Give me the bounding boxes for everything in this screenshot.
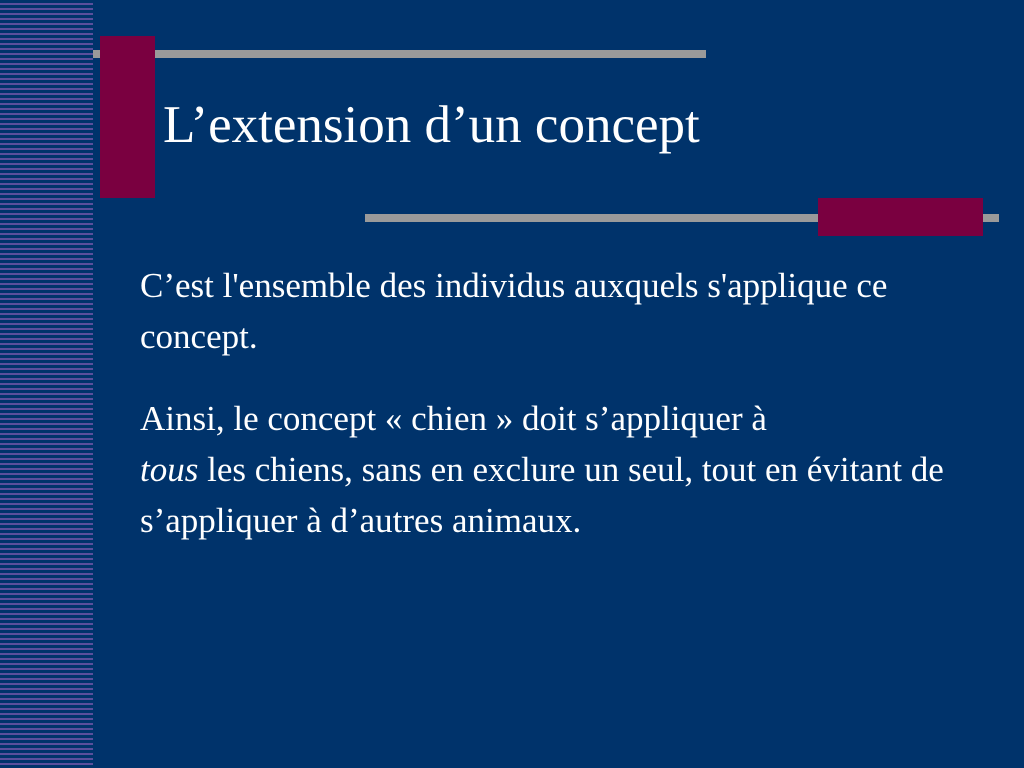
- right-accent-block: [818, 198, 983, 236]
- slide-title: L’extension d’un concept: [163, 96, 700, 154]
- top-rule-line: [93, 50, 706, 58]
- paragraph-definition: C’est l'ensemble des individus auxquels s'applique ce concept.: [140, 266, 888, 356]
- paragraph-example: [140, 393, 1000, 546]
- example-rest: les chiens, sans en exclure un seul, tout en évitant de s’appliquer à d’autres animaux.: [140, 450, 944, 540]
- slide-body: [140, 260, 1000, 577]
- emphasis-word: tous: [140, 450, 199, 489]
- example-intro: Ainsi, le concept « chien » doit s’appliquer à: [140, 399, 767, 438]
- left-stripe-decoration: [0, 0, 93, 768]
- title-accent-block: [100, 36, 155, 198]
